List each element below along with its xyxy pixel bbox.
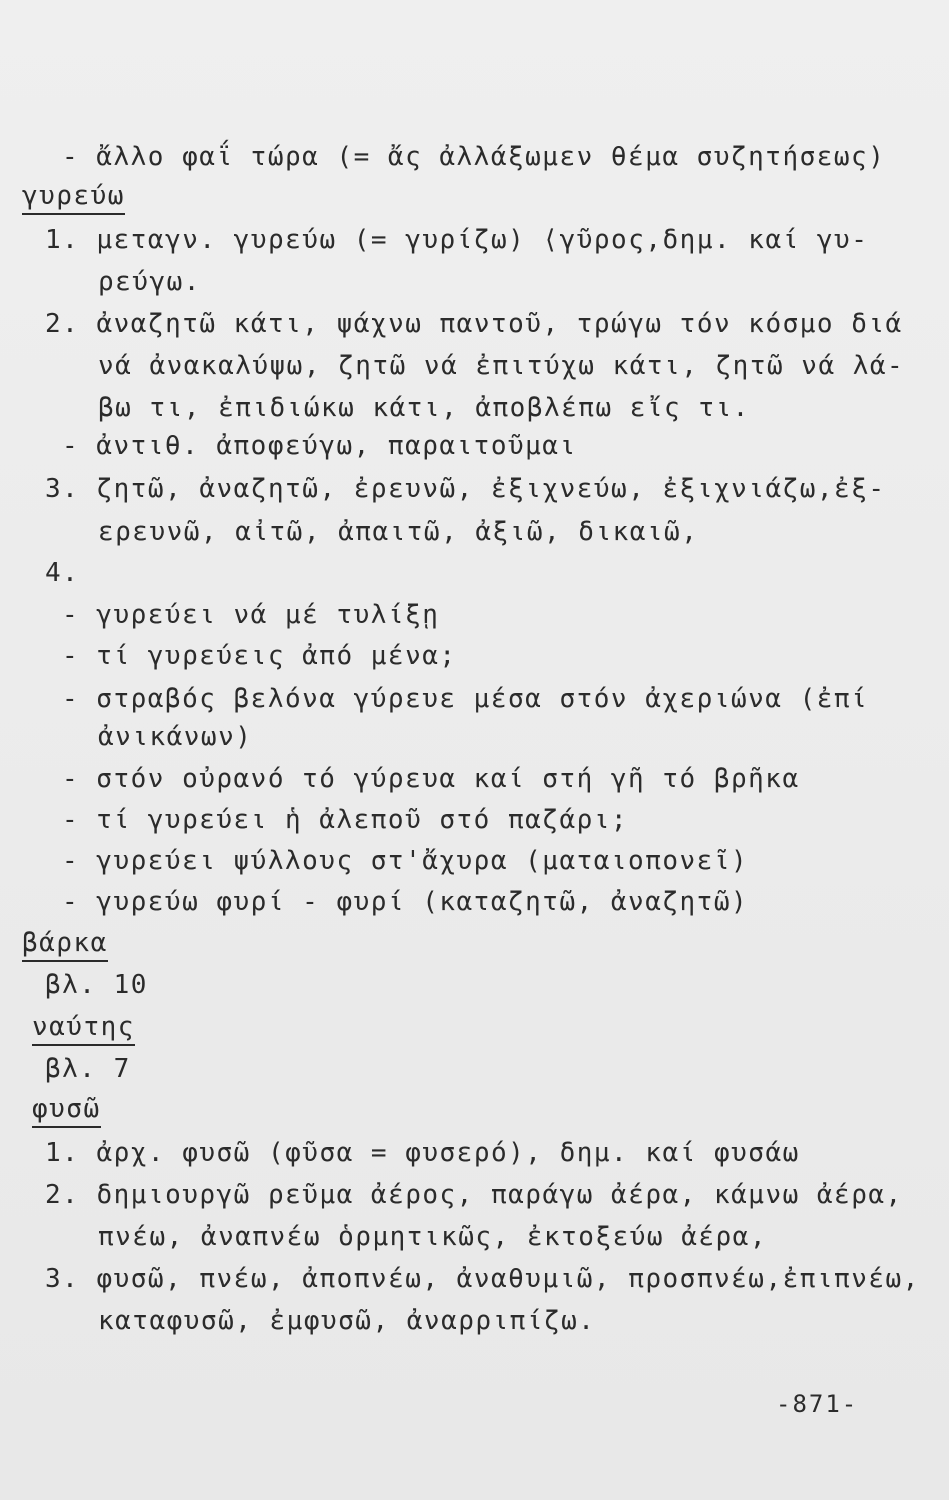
page-number: -871- <box>776 1390 859 1418</box>
text-line: βω τι, ἐπιδιώκω κάτι, ἀποβλέπω εἴς τι. <box>98 393 750 423</box>
text-line: ρεύγω. <box>98 267 201 297</box>
text-line: - ἀντιθ. ἀποφεύγω, παραιτοῦμαι <box>62 431 577 461</box>
text-line: ερευνῶ, αἰτῶ, ἀπαιτῶ, ἀξιῶ, δικαιῶ, <box>98 517 699 547</box>
text-line: καταφυσῶ, ἐμφυσῶ, ἀναρριπίζω. <box>98 1306 596 1336</box>
headword-gyrevo: γυρεύω <box>22 181 125 215</box>
text-line: - τί γυρεύει ἡ ἀλεποῦ στό παζάρι; <box>62 805 629 835</box>
text-line: βλ. 10 <box>45 970 148 1000</box>
headword-varka: βάρκα <box>22 928 108 962</box>
text-line: 3. ζητῶ, ἀναζητῶ, ἐρευνῶ, ἐξιχνεύω, ἐξιχνιάζω,ἐξ- <box>45 474 886 504</box>
text-line: βλ. 7 <box>45 1054 131 1084</box>
text-line: 1. ἀρχ. φυσῶ (φῦσα = φυσερό), δημ. καί φυσάω <box>45 1138 800 1168</box>
text-line: 1. μεταγν. γυρεύω (= γυρίζω) ⟨γῦρος,δημ. καί γυ- <box>45 225 869 255</box>
text-line: - στραβός βελόνα γύρευε μέσα στόν ἀχεριώνα (ἐπί <box>62 684 869 714</box>
text-line: νά ἀνακαλύψω, ζητῶ νά ἐπιτύχω κάτι, ζητῶ νά λά- <box>98 351 905 381</box>
text-line: - γυρεύει ψύλλους στ'ἄχυρα (ματαιοπονεῖ) <box>62 846 749 876</box>
text-line: - γυρεύω φυρί - φυρί (καταζητῶ, ἀναζητῶ) <box>62 887 749 917</box>
text-line: - τί γυρεύεις ἀπό μένα; <box>62 641 457 671</box>
headword-fyso: φυσῶ <box>32 1094 101 1128</box>
text-line: - γυρεύει νά μέ τυλίξῃ <box>62 600 440 630</box>
headword-naftis: ναύτης <box>32 1012 135 1046</box>
text-line: - στόν οὐρανό τό γύρευα καί στή γῆ τό βρῆκα <box>62 764 800 794</box>
text-line: - ἄλλο φαΐ τώρα (= ἄς ἀλλάξωμεν θέμα συζητήσεως) <box>62 142 886 172</box>
text-line: 2. δημιουργῶ ρεῦμα ἀέρος, παράγω ἀέρα, κάμνω ἀέρα, <box>45 1180 903 1210</box>
text-line: 2. ἀναζητῶ κάτι, ψάχνω παντοῦ, τρώγω τόν κόσμο διά <box>45 309 903 339</box>
text-line: 4. <box>45 558 80 588</box>
text-line: 3. φυσῶ, πνέω, ἀποπνέω, ἀναθυμιῶ, προσπνέω,ἐπιπνέω, <box>45 1264 920 1294</box>
text-line: ἀνικάνων) <box>98 722 253 752</box>
text-line: πνέω, ἀναπνέω ὁρμητικῶς, ἐκτοξεύω ἀέρα, <box>98 1222 767 1252</box>
